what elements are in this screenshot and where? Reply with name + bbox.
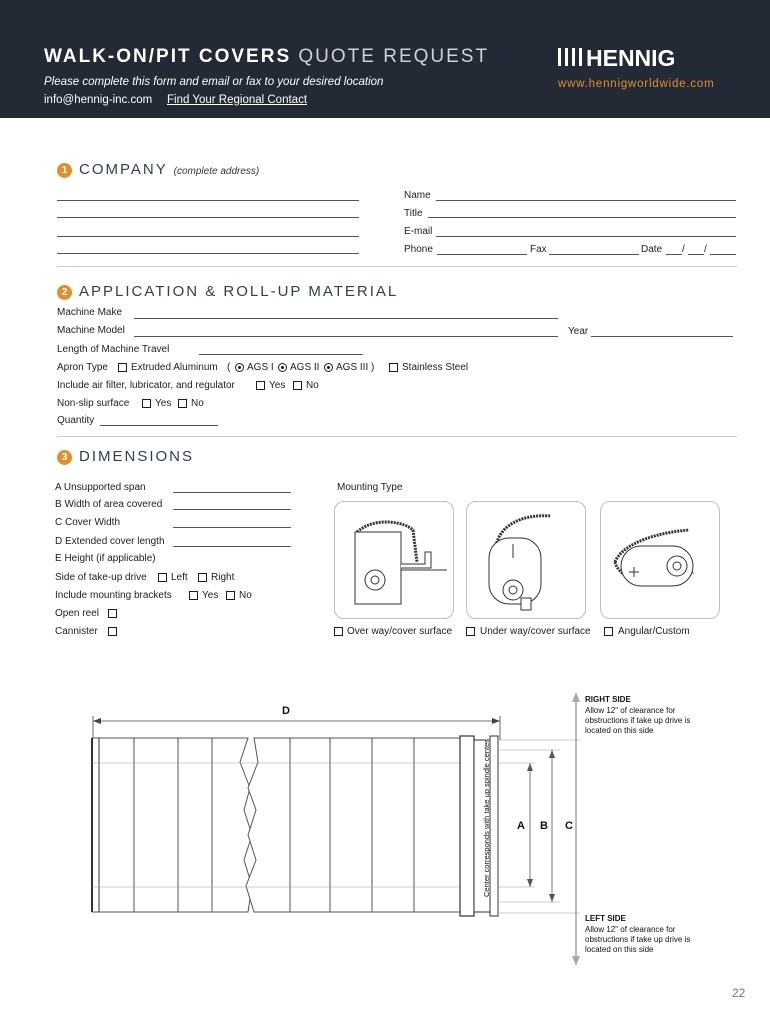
side-takeup-label: Side of take-up drive (55, 572, 147, 583)
title-field[interactable] (428, 217, 736, 218)
mounting-under-illustration (466, 501, 586, 619)
under-way-label: Under way/cover surface (480, 626, 591, 637)
section-company-heading: COMPANY (79, 161, 168, 178)
air-filter-yes-checkbox[interactable] (256, 381, 265, 390)
section-divider-2 (57, 436, 737, 437)
paren-open: ( (227, 362, 231, 373)
nonslip-yes-label: Yes (155, 398, 172, 409)
length-travel-field[interactable] (199, 354, 363, 355)
mounting-angular-illustration (600, 501, 720, 619)
name-label: Name (404, 190, 431, 201)
ags-3-radio[interactable] (324, 363, 333, 372)
dim-d-label: D Extended cover length (55, 536, 165, 547)
logo-text: HENNIG (586, 45, 676, 70)
website-link[interactable]: www.hennigworldwide.com (558, 78, 715, 90)
section-company-subtitle: (complete address) (173, 166, 260, 177)
brackets-yes-label: Yes (202, 590, 219, 601)
address-line-2[interactable] (57, 217, 359, 218)
angular-label: Angular/Custom (618, 626, 690, 637)
brackets-label: Include mounting brackets (55, 590, 172, 601)
quantity-label: Quantity (57, 415, 95, 426)
brackets-no-checkbox[interactable] (226, 591, 235, 600)
air-filter-yes-label: Yes (269, 380, 286, 391)
cannister-checkbox[interactable] (108, 627, 117, 636)
brackets-yes-checkbox[interactable] (189, 591, 198, 600)
over-way-label: Over way/cover surface (347, 626, 453, 637)
machine-model-label: Machine Model (57, 325, 125, 336)
left-side-text: Allow 12" of clearance for obstructions if take up drive is located on this side (585, 925, 691, 954)
section-1-number: 1 (57, 163, 72, 178)
ags-2-radio[interactable] (278, 363, 287, 372)
email-field[interactable] (436, 236, 736, 237)
stainless-steel-label: Stainless Steel (402, 362, 469, 373)
section-dimensions-title: DIMENSIONS (79, 448, 195, 465)
regional-contact-link[interactable]: Find Your Regional Contact (167, 94, 308, 106)
section-3-number: 3 (57, 450, 72, 465)
phone-field[interactable] (437, 254, 527, 255)
over-way-checkbox[interactable] (334, 627, 343, 636)
under-way-checkbox[interactable] (466, 627, 475, 636)
year-label: Year (568, 326, 589, 337)
fax-label: Fax (530, 244, 547, 255)
date-month-field[interactable] (666, 254, 682, 255)
address-line-4[interactable] (57, 253, 359, 254)
email-link[interactable]: info@hennig-inc.com (44, 94, 153, 106)
takeup-right-checkbox[interactable] (198, 573, 207, 582)
address-line-3[interactable] (57, 236, 359, 237)
date-separator-2: / (704, 244, 707, 255)
takeup-right-label: Right (211, 572, 235, 583)
nonslip-label: Non-slip surface (57, 398, 130, 409)
takeup-left-label: Left (171, 572, 188, 583)
machine-model-field[interactable] (134, 336, 558, 337)
ags-3-label: AGS III ) (336, 362, 375, 373)
stainless-steel-checkbox[interactable] (389, 363, 398, 372)
air-filter-label: Include air filter, lubricator, and regulator (57, 380, 235, 391)
diagram-a-label: A (517, 820, 525, 832)
date-day-field[interactable] (688, 254, 704, 255)
form-title-light: QUOTE REQUEST (298, 46, 490, 67)
takeup-left-checkbox[interactable] (158, 573, 167, 582)
air-filter-no-checkbox[interactable] (293, 381, 302, 390)
diagram-d-label: D (282, 705, 290, 717)
mounting-over-illustration (334, 501, 454, 619)
ags-1-radio[interactable] (235, 363, 244, 372)
ags-1-label: AGS I (247, 362, 274, 373)
angular-checkbox[interactable] (604, 627, 613, 636)
center-note: Center corresponds with take up spindle center (482, 740, 491, 897)
dim-d-field[interactable] (173, 546, 291, 547)
header-bar (0, 0, 770, 118)
dim-a-label: A Unsupported span (55, 482, 146, 493)
apron-type-label: Apron Type (57, 362, 108, 373)
year-field[interactable] (591, 336, 733, 337)
diagram-b-label: B (540, 820, 548, 832)
title-label: Title (404, 208, 423, 219)
dim-b-field[interactable] (173, 509, 291, 510)
section-2-number: 2 (57, 285, 72, 300)
email-label: E-mail (404, 226, 433, 237)
date-label: Date (641, 244, 663, 255)
hennig-logo (558, 44, 734, 70)
extruded-aluminum-label: Extruded Aluminum (131, 362, 218, 373)
nonslip-no-checkbox[interactable] (178, 399, 187, 408)
dim-c-field[interactable] (173, 527, 291, 528)
form-title-bold: WALK-ON/PIT COVERS (44, 46, 292, 67)
right-side-title: RIGHT SIDE (585, 695, 631, 704)
cannister-label: Cannister (55, 626, 98, 637)
date-year-field[interactable] (710, 254, 736, 255)
form-title (44, 46, 489, 68)
diagram-c-label: C (565, 820, 573, 832)
phone-label: Phone (404, 244, 433, 255)
machine-make-label: Machine Make (57, 307, 123, 318)
dim-b-label: B Width of area covered (55, 499, 163, 510)
form-subtitle: Please complete this form and email or fax to your desired location (44, 76, 384, 88)
name-field[interactable] (436, 200, 736, 201)
dim-c-label: C Cover Width (55, 517, 121, 528)
date-separator-1: / (682, 244, 685, 255)
mounting-type-label: Mounting Type (337, 482, 403, 493)
section-application-title: APPLICATION & ROLL-UP MATERIAL (79, 283, 399, 300)
brackets-no-label: No (239, 590, 252, 601)
machine-make-field[interactable] (134, 318, 558, 319)
air-filter-no-label: No (306, 380, 319, 391)
length-travel-label: Length of Machine Travel (57, 344, 170, 355)
dim-a-field[interactable] (173, 492, 291, 493)
extruded-aluminum-checkbox[interactable] (118, 363, 127, 372)
ags-2-label: AGS II (290, 362, 320, 373)
quantity-field[interactable] (100, 425, 218, 426)
left-side-title: LEFT SIDE (585, 914, 626, 923)
fax-field[interactable] (549, 254, 639, 255)
nonslip-yes-checkbox[interactable] (142, 399, 151, 408)
open-reel-label: Open reel (55, 608, 99, 619)
section-company-title (79, 161, 259, 178)
section-divider-1 (57, 266, 737, 267)
nonslip-no-label: No (191, 398, 204, 409)
address-line-1[interactable] (57, 200, 359, 201)
right-side-text: Allow 12" of clearance for obstructions if take up drive is located on this side (585, 706, 691, 735)
page-number: 22 (732, 986, 746, 1000)
dim-e-label: E Height (if applicable) (55, 553, 156, 564)
open-reel-checkbox[interactable] (108, 609, 117, 618)
